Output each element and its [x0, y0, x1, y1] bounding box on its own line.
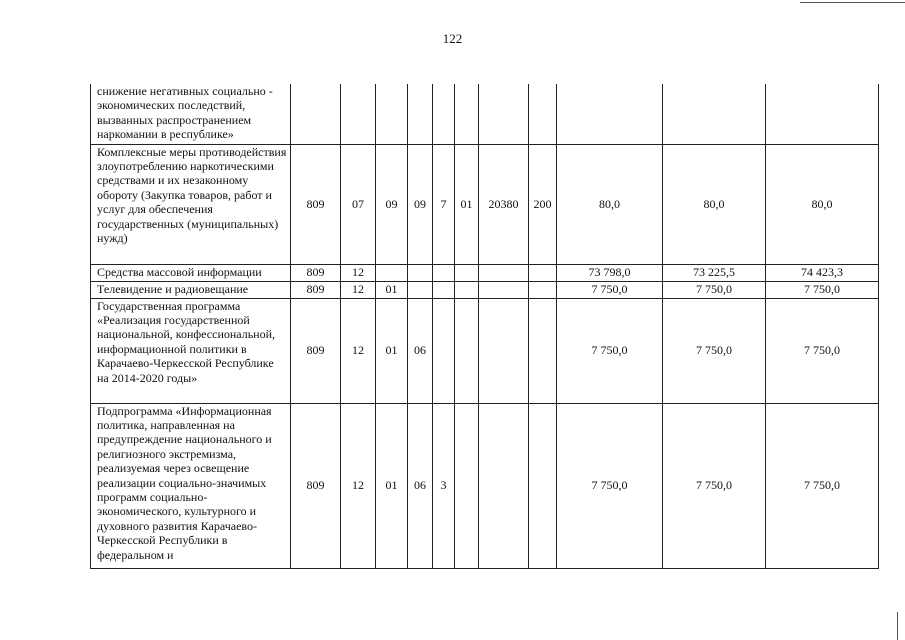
cell-expense-type: 200 — [529, 144, 557, 264]
cell-year-3: 7 750,0 — [766, 403, 879, 568]
scan-edge-mark-bottom-right — [897, 612, 898, 640]
cell-year-2: 7 750,0 — [663, 403, 766, 568]
cell-subprogram — [433, 264, 455, 281]
cell-year-1: 7 750,0 — [557, 298, 663, 403]
cell-year-1: 80,0 — [557, 144, 663, 264]
cell-year-2: 73 225,5 — [663, 264, 766, 281]
cell-subsection: 01 — [376, 403, 408, 568]
cell-program — [408, 281, 433, 298]
scan-edge-mark-top-right — [800, 2, 905, 3]
cell-section: 12 — [341, 298, 376, 403]
cell-measure: 01 — [455, 144, 479, 264]
cell-subprogram — [433, 298, 455, 403]
cell-measure — [455, 84, 479, 144]
table-row — [91, 298, 879, 403]
budget-table — [90, 84, 879, 569]
row-name: Телевидение и радиовещание — [91, 281, 291, 298]
cell-section: 12 — [341, 264, 376, 281]
cell-grbs: 809 — [291, 298, 341, 403]
cell-grbs — [291, 84, 341, 144]
cell-direction — [479, 84, 529, 144]
cell-grbs: 809 — [291, 281, 341, 298]
row-name: Комплексные меры противодействия злоупотреблению наркотическими средствами и их незаконному обороту (Закупка товаров, работ и услуг для обеспечения государственных (муниципальных) нужд) — [91, 144, 291, 264]
cell-section — [341, 84, 376, 144]
cell-year-1 — [557, 84, 663, 144]
cell-direction — [479, 298, 529, 403]
cell-subprogram — [433, 281, 455, 298]
cell-year-3: 7 750,0 — [766, 298, 879, 403]
table-row — [91, 403, 879, 568]
table-row — [91, 84, 879, 144]
cell-subsection: 01 — [376, 298, 408, 403]
cell-section: 12 — [341, 403, 376, 568]
cell-expense-type — [529, 264, 557, 281]
table-row — [91, 144, 879, 264]
cell-year-3: 7 750,0 — [766, 281, 879, 298]
cell-subprogram: 3 — [433, 403, 455, 568]
cell-year-2: 7 750,0 — [663, 298, 766, 403]
cell-year-2: 80,0 — [663, 144, 766, 264]
cell-year-1: 73 798,0 — [557, 264, 663, 281]
row-name: Средства массовой информации — [91, 264, 291, 281]
cell-year-1: 7 750,0 — [557, 403, 663, 568]
cell-year-3: 80,0 — [766, 144, 879, 264]
cell-direction — [479, 281, 529, 298]
cell-expense-type — [529, 281, 557, 298]
cell-subprogram — [433, 84, 455, 144]
cell-direction — [479, 403, 529, 568]
cell-direction: 20380 — [479, 144, 529, 264]
cell-direction — [479, 264, 529, 281]
cell-year-1: 7 750,0 — [557, 281, 663, 298]
cell-year-2: 7 750,0 — [663, 281, 766, 298]
table-row — [91, 281, 879, 298]
cell-grbs: 809 — [291, 264, 341, 281]
cell-program — [408, 84, 433, 144]
cell-subsection — [376, 84, 408, 144]
cell-program: 06 — [408, 403, 433, 568]
cell-year-3 — [766, 84, 879, 144]
cell-expense-type — [529, 298, 557, 403]
cell-year-3: 74 423,3 — [766, 264, 879, 281]
cell-measure — [455, 403, 479, 568]
cell-measure — [455, 264, 479, 281]
row-name: Государственная программа «Реализация государственной национальной, конфессиональной, информационной политики в Карачаево-Черкесской Республике на 2014-2020 годы» — [91, 298, 291, 403]
cell-program: 06 — [408, 298, 433, 403]
cell-grbs: 809 — [291, 144, 341, 264]
table-row — [91, 264, 879, 281]
cell-subprogram: 7 — [433, 144, 455, 264]
cell-grbs: 809 — [291, 403, 341, 568]
row-name: Подпрограмма «Информационная политика, направленная на предупреждение национального и религиозного экстремизма, реализуемая через освещение реализации социально-значимых программ социально-экономического, культурного и духовного развития Карачаево-Черкесской Республики в федеральном и — [91, 403, 291, 568]
cell-subsection — [376, 264, 408, 281]
cell-year-2 — [663, 84, 766, 144]
cell-measure — [455, 298, 479, 403]
cell-expense-type — [529, 403, 557, 568]
cell-section: 12 — [341, 281, 376, 298]
cell-subsection: 09 — [376, 144, 408, 264]
cell-measure — [455, 281, 479, 298]
page-number: 122 — [442, 31, 463, 46]
cell-program: 09 — [408, 144, 433, 264]
row-name: снижение негативных социально - экономических последствий, вызванных распространением наркомании в республике» — [91, 84, 291, 144]
cell-program — [408, 264, 433, 281]
cell-expense-type — [529, 84, 557, 144]
cell-section: 07 — [341, 144, 376, 264]
cell-subsection: 01 — [376, 281, 408, 298]
